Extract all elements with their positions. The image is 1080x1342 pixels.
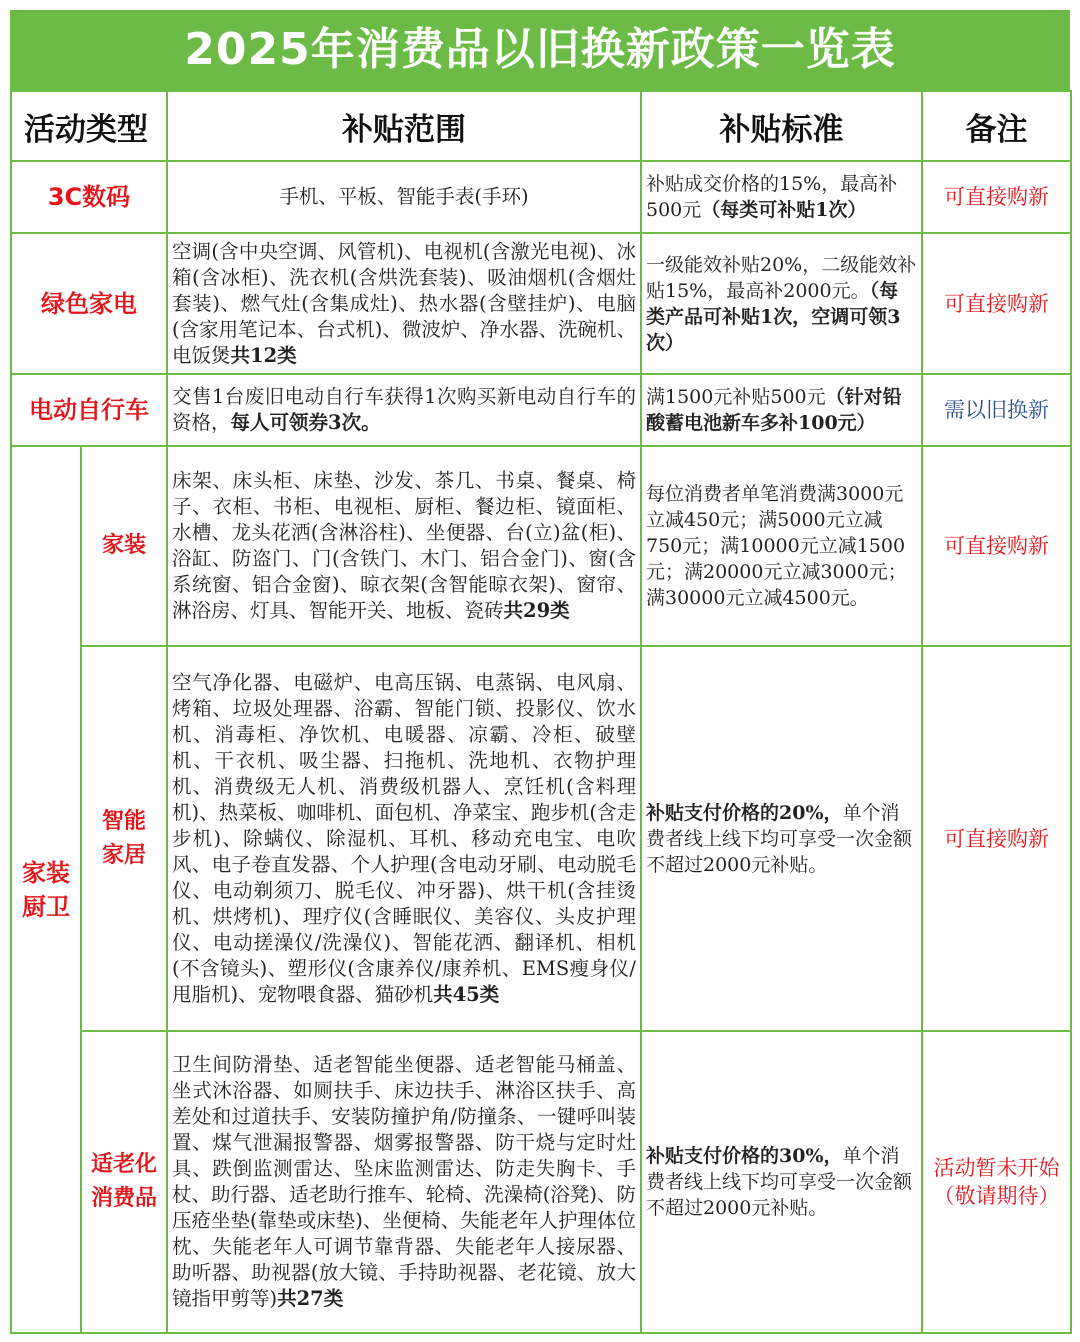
page-title: 2025年消费品以旧换新政策一览表 [10,10,1070,90]
subcategory-elderly [81,1031,167,1333]
table-row-elderly [11,1031,1071,1333]
table-row-smart [11,646,1071,1031]
scope-digital: 手机、平板、智能手表(手环) [167,161,641,233]
standard-digital [641,161,922,233]
standard-appliance-limit: （每类产品可补贴1次，空调可领3次） [646,279,901,354]
scope-elderly-count: 共27类 [277,1287,344,1310]
table-header-row [11,91,1071,161]
subcategory-smart [81,646,167,1031]
standard-elderly [641,1031,922,1333]
table-row-decor [11,446,1071,646]
standard-smart [641,646,922,1031]
note-smart: 可直接购新 [922,646,1071,1031]
policy-table [10,90,1072,1334]
table-row-appliance [11,233,1071,374]
standard-decor: 每位消费者单笔消费满3000元立减450元；满5000元立减750元；满10000元立减1500元；满20000元立减3000元；满30000元立减4500元。 [641,446,922,646]
note-elderly [922,1031,1071,1333]
note-digital: 可直接购新 [922,161,1071,233]
standard-digital-main: 补贴成交价格的15%，最高补500元 [646,173,898,221]
subcategory-elderly-line2: 消费品 [90,1186,157,1211]
scope-appliance [167,233,641,374]
standard-elderly-rate: 补贴支付价格的30%， [646,1145,843,1167]
standard-smart-rate: 补贴支付价格的20%， [646,801,843,824]
subcategory-decor: 家装 [81,446,167,646]
scope-ebike [167,374,641,446]
subcategory-smart-line1: 智能 [101,808,146,834]
header-standard: 补贴标准 [641,91,922,161]
note-elderly-line1: 活动暂未开始 [933,1156,1060,1180]
note-appliance: 可直接购新 [922,233,1071,374]
note-decor: 可直接购新 [922,446,1071,646]
standard-ebike-extra: （针对铅酸蓄电池新车多补100元） [646,386,902,434]
category-home-kitchen-line2: 厨卫 [22,892,70,921]
standard-ebike-main: 满1500元补贴500元 [646,386,826,408]
note-elderly-line2: （敬请期待） [933,1184,1060,1208]
scope-smart-count: 共45类 [433,982,500,1006]
table-row-digital [11,161,1071,233]
scope-ebike-main: 交售1台废旧电动自行车获得1次购买新电动自行车的资格， [172,385,636,434]
scope-elderly-items: 卫生间防滑垫、适老智能坐便器、适老智能马桶盖、坐式沐浴器、如厕扶手、床边扶手、淋浴区扶手、高差处和过道扶手、安装防撞护角/防撞条、一键呼叫装置、煤气泄漏报警器、烟雾报警器、防干烧与定时灶具、跌倒监测雷达、坠床监测雷达、防走失胸卡、手杖、助行器、适老助行推车、轮椅、洗澡椅(浴凳)、防压疮坐垫(靠垫或床垫)、坐便椅、失能老年人护理体位枕、失能老年人可调节靠背器、失能老年人接尿器、助听器、助视器(放大镜、手持助视器、老花镜、放大镜指甲剪等) [172,1053,636,1310]
scope-decor [167,446,641,646]
scope-appliance-count: 共12类 [230,343,297,367]
note-ebike: 需以旧换新 [922,374,1071,446]
header-type: 活动类型 [11,91,167,161]
category-appliance: 绿色家电 [11,233,167,374]
scope-smart-items: 空气净化器、电磁炉、电高压锅、电蒸锅、电风扇、烤箱、垃圾处理器、浴霸、智能门锁、投影仪、饮水机、消毒柜、净饮机、电暖器、凉霸、冷柜、破壁机、干衣机、吸尘器、扫拖机、洗地机、衣物护理机、消费级无人机、消费级机器人、烹饪机(含料理机)、热菜板、咖啡机、面包机、净菜宝、跑步机(含走步机)、除螨仪、除湿机、耳机、移动充电宝、电吹风、电子卷直发器、个人护理(含电动牙刷、电动脱毛仪、电动剃须刀、脱毛仪、冲牙器)、烘干机(含挂烫机、烘烤机)、理疗仪(含睡眠仪、美容仪、头皮护理仪、电动搓澡仪/洗澡仪)、智能花洒、翻译机、相机(不含镜头)、塑形仪(含康养仪/康养机、EMS瘦身仪/甩脂机)、宠物喂食器、猫砂机 [172,670,636,1006]
subcategory-smart-line2: 家居 [101,842,146,868]
header-scope: 补贴范围 [167,91,641,161]
standard-elderly-detail: 单个消费者线上线下均可享受一次金额不超过2000元补贴。 [646,1145,913,1219]
standard-appliance-main: 一级能效补贴20%，二级能效补贴15%，最高补2000元。 [646,253,917,302]
category-home-kitchen-line1: 家装 [22,858,70,887]
scope-ebike-limit: 每人可领券3次。 [230,411,381,434]
standard-appliance [641,233,922,374]
scope-elderly [167,1031,641,1333]
scope-appliance-items: 空调(含中央空调、风管机)、电视机(含激光电视)、冰箱(含冰柜)、洗衣机(含烘洗套装)、吸油烟机(含烟灶套装)、燃气灶(含集成灶)、热水器(含壁挂炉)、电脑(含家用笔记本、台式机)、微波炉、净水器、洗碗机、电饭煲 [172,239,636,367]
category-ebike: 电动自行车 [11,374,167,446]
category-home-kitchen [11,446,81,1333]
scope-decor-items: 床架、床头柜、床垫、沙发、茶几、书桌、餐桌、椅子、衣柜、书柜、电视柜、厨柜、餐边柜、镜面柜、水槽、龙头花洒(含淋浴柱)、坐便器、台(立)盆(柜)、浴缸、防盗门、门(含铁门、木门、铝合金门)、窗(含系统窗、铝合金窗)、晾衣架(含智能晾衣架)、窗帘、淋浴房、灯具、智能开关、地板、瓷砖 [172,469,636,622]
header-note: 备注 [922,91,1071,161]
scope-smart [167,646,641,1031]
standard-digital-limit: （每类可补贴1次） [701,199,867,221]
standard-smart-detail: 单个消费者线上线下均可享受一次金额不超过2000元补贴。 [646,801,913,876]
standard-ebike [641,374,922,446]
table-row-ebike [11,374,1071,446]
scope-decor-count: 共29类 [503,599,570,622]
category-3c: 3C数码 [11,161,167,233]
subcategory-elderly-line1: 适老化 [90,1152,157,1177]
